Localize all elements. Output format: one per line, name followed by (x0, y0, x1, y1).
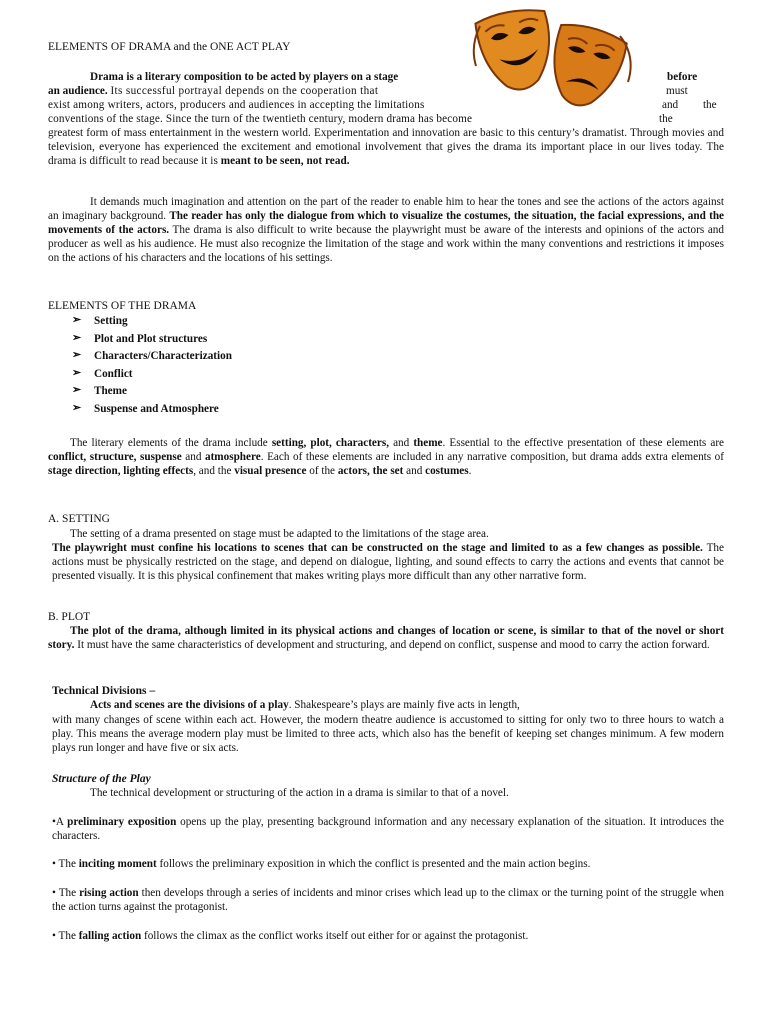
intro-bold-1: Drama is a literary composition to be acted by players on a stage (90, 71, 399, 83)
page-title: ELEMENTS OF DRAMA and the ONE ACT PLAY (48, 41, 291, 53)
arrow-bullet-icon: ➢ (72, 401, 82, 414)
intro-before: before (667, 71, 698, 83)
arrow-bullet-icon: ➢ (72, 314, 82, 326)
list-item: ➢ Characters/Characterization (72, 349, 232, 362)
arrow-bullet-icon: ➢ (72, 349, 82, 361)
intro-the: the (659, 113, 673, 125)
p2-text-c: The drama is also difficult to write because the playwright must be aware of the interests and opinions of the actors and producer as well as his audience. He must also recognize the limitation of the stage and work within the many conventions and restrictions it imposes on the actions of his characters and the locations of his settings. (48, 224, 724, 264)
bullet-inciting-moment: • The inciting moment follows the preliminary exposition in which the conflict is presented and the main action begins. (52, 858, 591, 870)
intro-continued (48, 126, 724, 168)
arrow-bullet-icon: ➢ (72, 384, 82, 396)
setting-paragraph: The playwright must confine his locations to scenes that can be constructed on the stage and limited to as a few changes as possible. The actions must be physically restricted on the stage, and depend on dialogue, lighting, and sound effects to carry the actions and events that cannot be presented visually. It is this physical confinement that makes writing plays more difficult than any other narrative form. (52, 542, 724, 582)
technical-paragraph: with many changes of scene within each act. However, the modern theatre audience is accustomed to sitting for only two to three hours to watch a play. This means the average modern play must be limited to three acts, which also has the benefit of keeping set changes minimum. A few modern plays run longer and have five or six acts. (52, 714, 724, 754)
intro-text-f: greatest form of mass entertainment in the western world. Experimentation and innovation are basic to this century’s dramatist. Through movies and television, everyone has experienced the excitement and emotional involvement that gives the drama its important place in our lives today. The drama is difficult to read because it is (48, 127, 724, 167)
intro-must: must (666, 85, 688, 97)
intro-bold-3: meant to be seen, not read. (220, 155, 350, 167)
p2-bold-b: The reader has only the dialogue from which to visualize the costumes, the situation, the facial expressions, and the movements of the actors. (48, 210, 725, 236)
structure-intro: The technical development or structuring of the action in a drama is similar to that of a novel. (90, 787, 509, 799)
elements-heading: ELEMENTS OF THE DRAMA (48, 300, 197, 312)
intro-text-d: exist among writers, actors, producers and audiences in accepting the limitations (48, 99, 425, 111)
paragraph-intro (48, 70, 724, 168)
arrow-bullet-icon: ➢ (72, 366, 82, 379)
structure-heading: Structure of the Play (52, 773, 151, 785)
technical-heading: Technical Divisions – (52, 685, 156, 697)
intro-text-e: conventions of the stage. Since the turn of the twentieth century, modern drama has become (48, 113, 473, 125)
list-item: ➢ Suspense and Atmosphere (72, 401, 219, 415)
list-item: ➢ Plot and Plot structures (72, 331, 208, 345)
setting-line-1: The setting of a drama presented on stage must be adapted to the limitations of the stage area. (70, 528, 489, 540)
bullet-preliminary-exposition: •A preliminary exposition opens up the play, presenting background information and any necessary explanation of the situation. It introduces the characters. (52, 816, 725, 842)
arrow-bullet-icon: ➢ (72, 331, 82, 344)
paragraph-imagination (48, 195, 724, 265)
paragraph-literary-elements: The literary elements of the drama include setting, plot, characters, and theme. Essential to the effective presentation of these elements are conflict, structure, suspense and atmosphere. Each of these elements are included in any narrative composition, but drama adds extra elements of stage direction, lighting effects, and the visual presence of the actors, the set and costumes. (48, 437, 725, 477)
setting-heading: A. SETTING (48, 513, 110, 525)
intro-bold-2: an audience. (48, 85, 108, 97)
bullet-falling-action: • The falling action follows the climax as the conflict works itself out either for or against the protagonist. (52, 930, 529, 942)
plot-paragraph: The plot of the drama, although limited in its physical actions and changes of location or scene, is similar to that of the novel or short story. It must have the same characteristics of development and structuring, and depend on conflict, suspense and mood to carry the action forward. (48, 625, 724, 651)
intro-text-c: Its successful portrayal depends on the cooperation that (110, 85, 379, 97)
plot-heading: B. PLOT (48, 611, 91, 623)
intro-and-the: and the (662, 99, 717, 111)
technical-line-1: Acts and scenes are the divisions of a play. Shakespeare’s plays are mainly five acts in length, (90, 699, 520, 711)
list-item: ➢ Conflict (72, 366, 133, 380)
elements-list (48, 314, 724, 419)
bullet-rising-action: • The rising action then develops through a series of incidents and minor crises which lead up to the climax or the turning point of the struggle when the action turns against the protagonist. (52, 887, 725, 913)
p2-text-a: It demands much imagination and attention on the part of the reader to enable him to hear the tones and see the actions of the actors against an imaginary background. (48, 196, 724, 222)
list-item: ➢ Theme (72, 384, 127, 397)
list-item: ➢ Setting (72, 314, 128, 327)
